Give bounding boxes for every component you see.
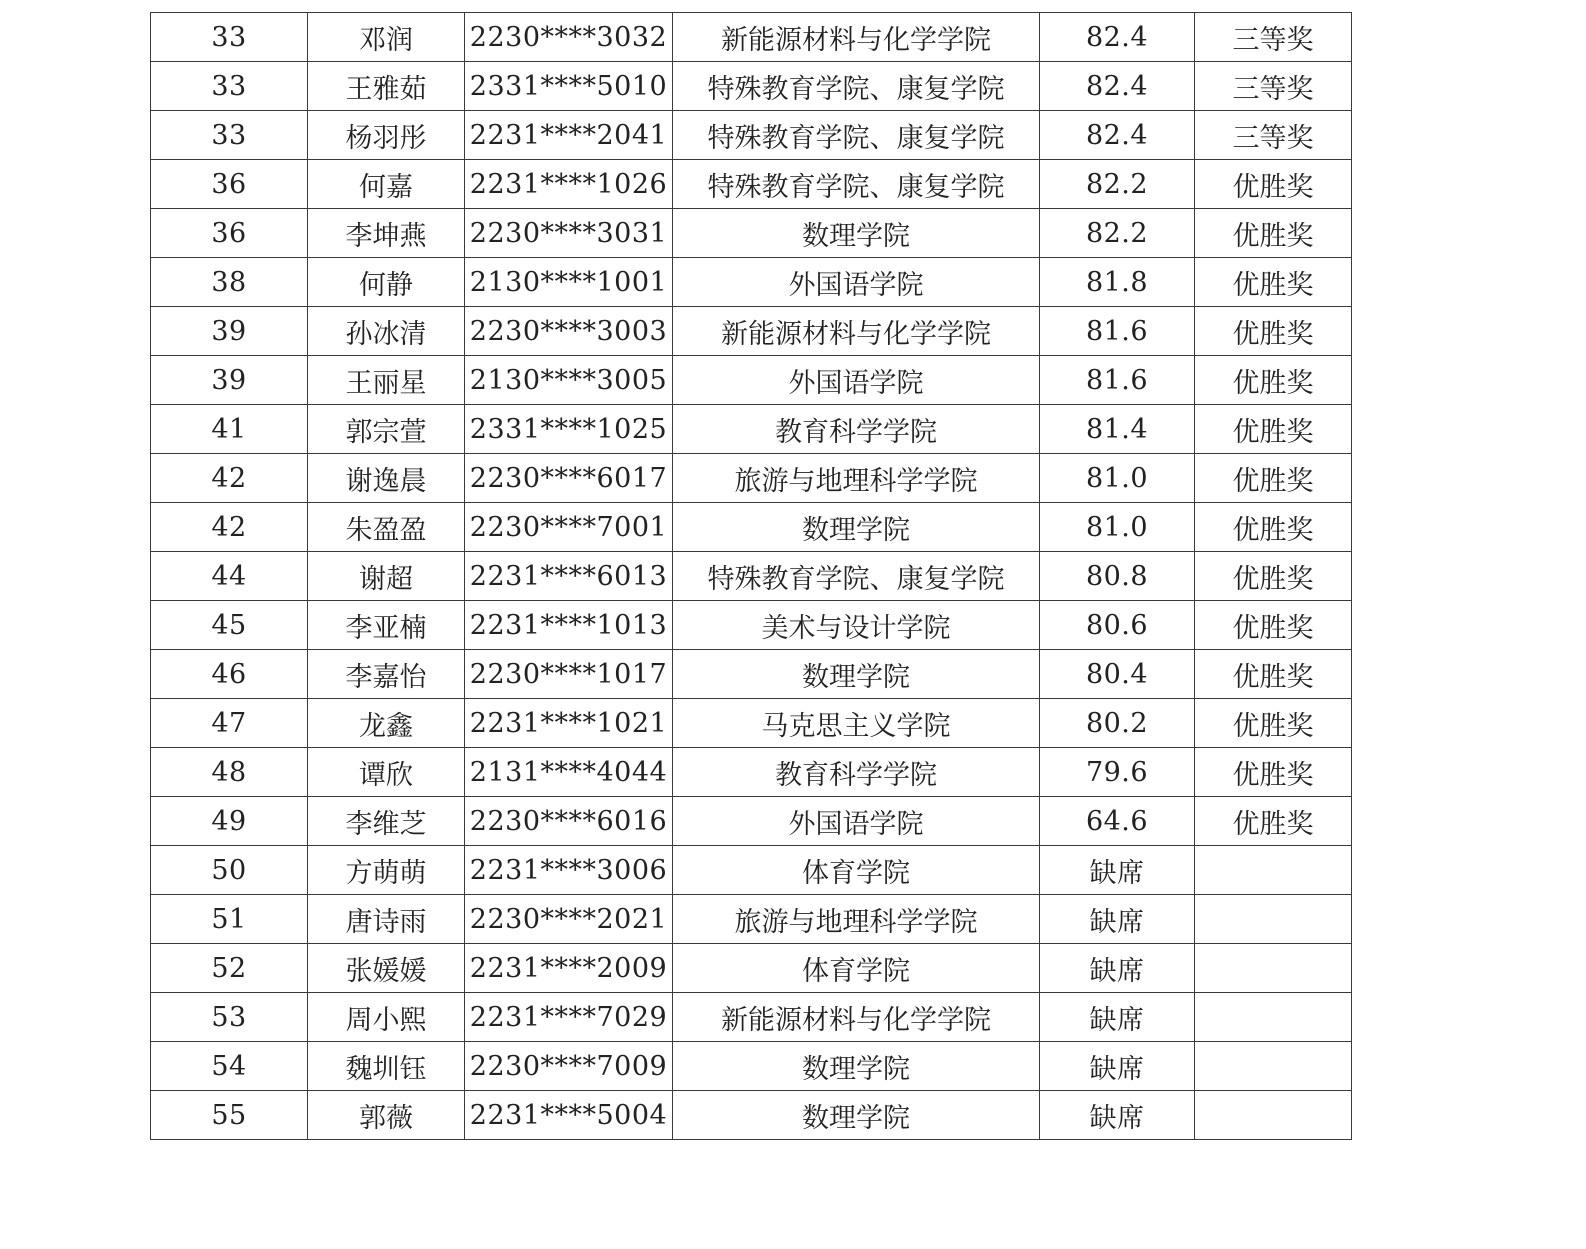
name-cell: 杨羽彤 <box>308 111 465 160</box>
table-row <box>151 748 1352 797</box>
table-row <box>151 1091 1352 1140</box>
table-row <box>151 1042 1352 1091</box>
award-cell: 三等奖 <box>1195 13 1352 62</box>
student-id-cell: 2231****1021 <box>465 699 673 748</box>
student-id-cell: 2231****2041 <box>465 111 673 160</box>
college-cell: 数理学院 <box>673 209 1040 258</box>
rank-cell: 36 <box>151 160 308 209</box>
student-id-cell: 2231****2009 <box>465 944 673 993</box>
table-row <box>151 405 1352 454</box>
score-cell: 82.4 <box>1040 13 1195 62</box>
table-row <box>151 160 1352 209</box>
name-cell: 李坤燕 <box>308 209 465 258</box>
table-row <box>151 797 1352 846</box>
score-cell: 缺席 <box>1040 1091 1195 1140</box>
score-cell: 81.6 <box>1040 307 1195 356</box>
score-cell: 82.2 <box>1040 160 1195 209</box>
award-cell <box>1195 846 1352 895</box>
rank-cell: 44 <box>151 552 308 601</box>
table-row <box>151 62 1352 111</box>
college-cell: 外国语学院 <box>673 258 1040 307</box>
college-cell: 新能源材料与化学学院 <box>673 13 1040 62</box>
award-cell <box>1195 1091 1352 1140</box>
award-cell: 优胜奖 <box>1195 356 1352 405</box>
award-cell: 优胜奖 <box>1195 160 1352 209</box>
score-cell: 81.4 <box>1040 405 1195 454</box>
name-cell: 张媛媛 <box>308 944 465 993</box>
student-id-cell: 2130****3005 <box>465 356 673 405</box>
rank-cell: 48 <box>151 748 308 797</box>
college-cell: 数理学院 <box>673 1042 1040 1091</box>
name-cell: 谢超 <box>308 552 465 601</box>
name-cell: 魏圳钰 <box>308 1042 465 1091</box>
college-cell: 特殊教育学院、康复学院 <box>673 111 1040 160</box>
score-cell: 80.8 <box>1040 552 1195 601</box>
score-cell: 82.2 <box>1040 209 1195 258</box>
student-id-cell: 2331****5010 <box>465 62 673 111</box>
rank-cell: 52 <box>151 944 308 993</box>
student-id-cell: 2231****1026 <box>465 160 673 209</box>
college-cell: 数理学院 <box>673 503 1040 552</box>
rank-cell: 33 <box>151 111 308 160</box>
name-cell: 方萌萌 <box>308 846 465 895</box>
score-cell: 80.4 <box>1040 650 1195 699</box>
name-cell: 何嘉 <box>308 160 465 209</box>
rank-cell: 47 <box>151 699 308 748</box>
award-cell: 优胜奖 <box>1195 748 1352 797</box>
rank-cell: 49 <box>151 797 308 846</box>
table-row <box>151 209 1352 258</box>
award-cell <box>1195 993 1352 1042</box>
results-table-body <box>151 13 1352 1140</box>
rank-cell: 38 <box>151 258 308 307</box>
name-cell: 邓润 <box>308 13 465 62</box>
college-cell: 教育科学学院 <box>673 405 1040 454</box>
name-cell: 唐诗雨 <box>308 895 465 944</box>
college-cell: 马克思主义学院 <box>673 699 1040 748</box>
rank-cell: 53 <box>151 993 308 1042</box>
table-row <box>151 454 1352 503</box>
student-id-cell: 2331****1025 <box>465 405 673 454</box>
college-cell: 外国语学院 <box>673 797 1040 846</box>
rank-cell: 36 <box>151 209 308 258</box>
name-cell: 朱盈盈 <box>308 503 465 552</box>
table-row <box>151 699 1352 748</box>
name-cell: 郭宗萱 <box>308 405 465 454</box>
student-id-cell: 2231****1013 <box>465 601 673 650</box>
award-cell <box>1195 1042 1352 1091</box>
score-cell: 缺席 <box>1040 895 1195 944</box>
rank-cell: 50 <box>151 846 308 895</box>
student-id-cell: 2231****5004 <box>465 1091 673 1140</box>
name-cell: 周小熙 <box>308 993 465 1042</box>
student-id-cell: 2130****1001 <box>465 258 673 307</box>
student-id-cell: 2230****3031 <box>465 209 673 258</box>
table-row <box>151 503 1352 552</box>
score-cell: 缺席 <box>1040 846 1195 895</box>
score-cell: 79.6 <box>1040 748 1195 797</box>
rank-cell: 39 <box>151 356 308 405</box>
score-cell: 80.6 <box>1040 601 1195 650</box>
score-cell: 81.8 <box>1040 258 1195 307</box>
college-cell: 美术与设计学院 <box>673 601 1040 650</box>
award-cell <box>1195 895 1352 944</box>
college-cell: 体育学院 <box>673 846 1040 895</box>
award-cell: 优胜奖 <box>1195 307 1352 356</box>
college-cell: 特殊教育学院、康复学院 <box>673 552 1040 601</box>
college-cell: 旅游与地理科学学院 <box>673 895 1040 944</box>
table-row <box>151 258 1352 307</box>
name-cell: 李亚楠 <box>308 601 465 650</box>
award-cell: 优胜奖 <box>1195 405 1352 454</box>
score-cell: 82.4 <box>1040 62 1195 111</box>
student-id-cell: 2230****1017 <box>465 650 673 699</box>
table-row <box>151 356 1352 405</box>
college-cell: 教育科学学院 <box>673 748 1040 797</box>
table-row <box>151 846 1352 895</box>
college-cell: 新能源材料与化学学院 <box>673 993 1040 1042</box>
score-cell: 缺席 <box>1040 1042 1195 1091</box>
student-id-cell: 2230****7001 <box>465 503 673 552</box>
student-id-cell: 2231****6013 <box>465 552 673 601</box>
score-cell: 缺席 <box>1040 993 1195 1042</box>
score-cell: 81.0 <box>1040 503 1195 552</box>
college-cell: 新能源材料与化学学院 <box>673 307 1040 356</box>
student-id-cell: 2230****3032 <box>465 13 673 62</box>
rank-cell: 54 <box>151 1042 308 1091</box>
rank-cell: 41 <box>151 405 308 454</box>
score-cell: 81.6 <box>1040 356 1195 405</box>
award-cell: 优胜奖 <box>1195 258 1352 307</box>
student-id-cell: 2230****3003 <box>465 307 673 356</box>
award-cell <box>1195 944 1352 993</box>
student-id-cell: 2230****6016 <box>465 797 673 846</box>
score-cell: 80.2 <box>1040 699 1195 748</box>
student-id-cell: 2231****3006 <box>465 846 673 895</box>
name-cell: 王丽星 <box>308 356 465 405</box>
name-cell: 谢逸晨 <box>308 454 465 503</box>
award-cell: 优胜奖 <box>1195 454 1352 503</box>
score-cell: 81.0 <box>1040 454 1195 503</box>
college-cell: 旅游与地理科学学院 <box>673 454 1040 503</box>
rank-cell: 51 <box>151 895 308 944</box>
award-cell: 优胜奖 <box>1195 503 1352 552</box>
student-id-cell: 2230****2021 <box>465 895 673 944</box>
student-id-cell: 2230****6017 <box>465 454 673 503</box>
student-id-cell: 2230****7009 <box>465 1042 673 1091</box>
name-cell: 何静 <box>308 258 465 307</box>
award-cell: 优胜奖 <box>1195 699 1352 748</box>
name-cell: 孙冰清 <box>308 307 465 356</box>
college-cell: 数理学院 <box>673 1091 1040 1140</box>
college-cell: 体育学院 <box>673 944 1040 993</box>
rank-cell: 42 <box>151 503 308 552</box>
table-row <box>151 993 1352 1042</box>
college-cell: 特殊教育学院、康复学院 <box>673 160 1040 209</box>
name-cell: 王雅茹 <box>308 62 465 111</box>
award-cell: 优胜奖 <box>1195 601 1352 650</box>
table-row <box>151 944 1352 993</box>
table-row <box>151 650 1352 699</box>
college-cell: 数理学院 <box>673 650 1040 699</box>
name-cell: 龙鑫 <box>308 699 465 748</box>
name-cell: 郭薇 <box>308 1091 465 1140</box>
college-cell: 特殊教育学院、康复学院 <box>673 62 1040 111</box>
award-cell: 三等奖 <box>1195 62 1352 111</box>
award-cell: 三等奖 <box>1195 111 1352 160</box>
student-id-cell: 2131****4044 <box>465 748 673 797</box>
rank-cell: 39 <box>151 307 308 356</box>
award-cell: 优胜奖 <box>1195 209 1352 258</box>
name-cell: 李维芝 <box>308 797 465 846</box>
table-row <box>151 111 1352 160</box>
table-row <box>151 13 1352 62</box>
name-cell: 谭欣 <box>308 748 465 797</box>
award-cell: 优胜奖 <box>1195 650 1352 699</box>
results-table <box>150 12 1352 1140</box>
award-cell: 优胜奖 <box>1195 552 1352 601</box>
rank-cell: 33 <box>151 62 308 111</box>
name-cell: 李嘉怡 <box>308 650 465 699</box>
rank-cell: 42 <box>151 454 308 503</box>
score-cell: 缺席 <box>1040 944 1195 993</box>
student-id-cell: 2231****7029 <box>465 993 673 1042</box>
table-row <box>151 307 1352 356</box>
score-cell: 82.4 <box>1040 111 1195 160</box>
rank-cell: 33 <box>151 13 308 62</box>
award-cell: 优胜奖 <box>1195 797 1352 846</box>
rank-cell: 46 <box>151 650 308 699</box>
rank-cell: 55 <box>151 1091 308 1140</box>
table-row <box>151 895 1352 944</box>
table-row <box>151 601 1352 650</box>
college-cell: 外国语学院 <box>673 356 1040 405</box>
rank-cell: 45 <box>151 601 308 650</box>
score-cell: 64.6 <box>1040 797 1195 846</box>
table-row <box>151 552 1352 601</box>
